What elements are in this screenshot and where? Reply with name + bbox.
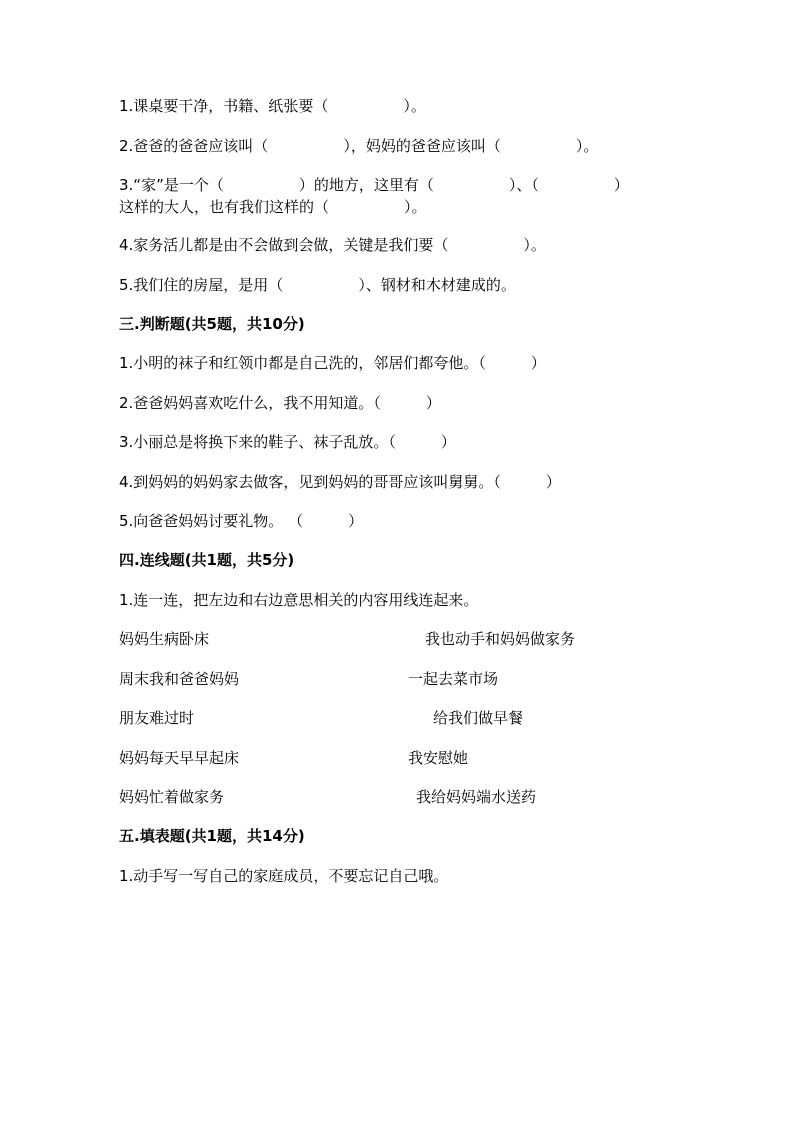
judge-question-4: 4.到妈妈的妈妈家去做客，见到妈妈的哥哥应该叫舅舅。（ ） <box>119 473 561 491</box>
match-right-item-3: 给我们做早餐 <box>433 709 524 727</box>
fill-blank-question-3-line-2: 这样的大人，也有我们这样的（ ）。 <box>119 198 427 216</box>
match-left-item-3: 朋友难过时 <box>119 709 195 727</box>
match-right-item-2: 一起去菜市场 <box>408 670 499 688</box>
match-question-1: 1.连一连，把左边和右边意思相关的内容用线连起来。 <box>119 591 479 609</box>
match-left-item-4: 妈妈每天早早起床 <box>119 749 240 767</box>
match-right-item-1: 我也动手和妈妈做家务 <box>425 630 576 648</box>
judge-section-heading: 三.判断题(共5题，共10分) <box>119 315 305 333</box>
fill-blank-question-4: 4.家务活儿都是由不会做到会做，关键是我们要（ ）。 <box>119 236 546 254</box>
judge-question-3: 3.小丽总是将换下来的鞋子、袜子乱放。（ ） <box>119 433 456 451</box>
fill-blank-question-1: 1.课桌要干净，书籍、纸张要（ ）。 <box>119 97 426 115</box>
match-left-item-2: 周末我和爸爸妈妈 <box>119 670 240 688</box>
table-question-1: 1.动手写一写自己的家庭成员，不要忘记自己哦。 <box>119 867 449 885</box>
fill-blank-question-5: 5.我们住的房屋，是用（ ）、钢材和木材建成的。 <box>119 276 516 294</box>
table-section-heading: 五.填表题(共1题，共14分) <box>119 827 305 845</box>
fill-blank-question-3-line-1: 3.“家”是一个（ ）的地方，这里有（ ）、（ ） <box>119 176 629 194</box>
match-section-heading: 四.连线题(共1题，共5分) <box>119 551 295 569</box>
match-right-item-4: 我安慰她 <box>408 749 469 767</box>
match-right-item-5: 我给妈妈端水送药 <box>416 788 537 806</box>
match-left-item-1: 妈妈生病卧床 <box>119 630 210 648</box>
judge-question-5: 5.向爸爸妈妈讨要礼物。 （ ） <box>119 512 364 530</box>
judge-question-1: 1.小明的袜子和红领巾都是自己洗的，邻居们都夸他。（ ） <box>119 354 546 372</box>
fill-blank-question-2: 2.爸爸的爸爸应该叫（ ），妈妈的爸爸应该叫（ ）。 <box>119 137 599 155</box>
match-left-item-5: 妈妈忙着做家务 <box>119 788 225 806</box>
judge-question-2: 2.爸爸妈妈喜欢吃什么，我不用知道。（ ） <box>119 394 441 412</box>
